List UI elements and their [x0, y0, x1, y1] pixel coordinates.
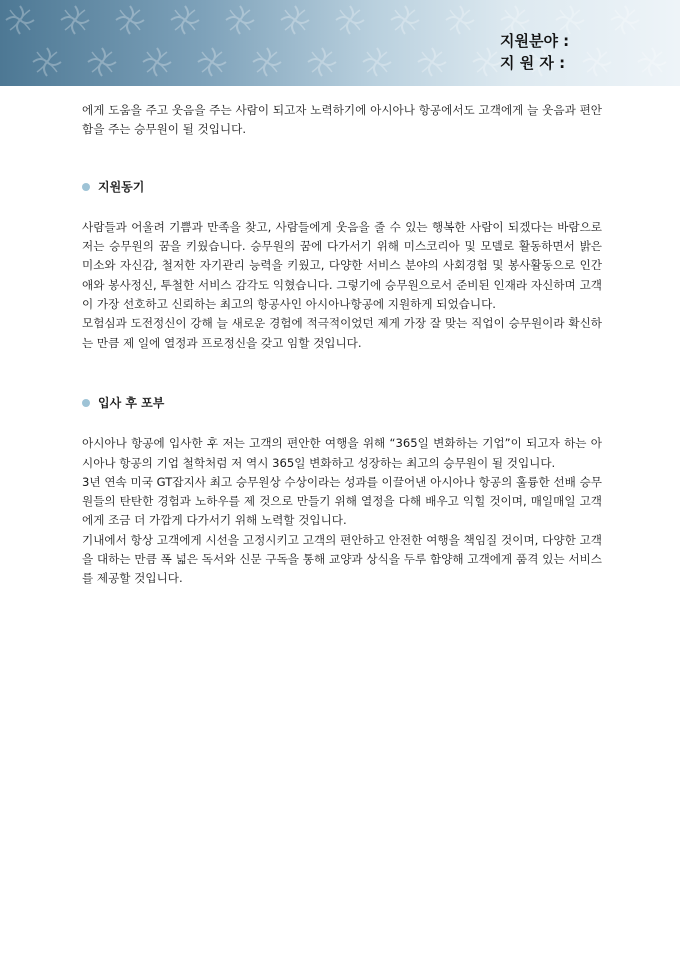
content [82, 101, 602, 589]
aspiration-heading [82, 394, 602, 413]
applicant-label: 지 원 자 : [500, 54, 566, 72]
header-labels [500, 30, 569, 74]
intro-paragraph: 에게 도움을 주고 웃음을 주는 사람이 되고자 노력하기에 아시아나 항공에서도 고객에게 늘 웃음과 편안함을 주는 승무원이 될 것입니다. [82, 103, 602, 137]
motivation-paragraph: 사람들과 어울려 기쁨과 만족을 찾고, 사람들에게 웃음을 줄 수 있는 행복한 사람이 되겠다는 바람으로 저는 승무원의 꿈을 키웠습니다. 승무원의 꿈에 다가서기 위해 미스코리아 및 모델로 활동하면서 밝은 미소와 자신감, 철저한 자기관리 능력을 키웠고, 다양한 서비스 분야의 사회경험 및 봉사활동으로 인간애와 봉사정신, 투철한 서비스 감각도 익혔습니다. 그렇기에 승무원으로서 준비된 인재라 자신하며 고객이 가장 선호하고 신뢰하는 최고의 항공사인 아시아나항공에 지원하게 되었습니다. [82, 219, 602, 312]
motivation-paragraph: 모험심과 도전정신이 강해 늘 새로운 경험에 적극적이었던 제게 가장 잘 맞는 직업이 승무원이라 확신하는 만큼 제 일에 열정과 프로정신을 갖고 임할 것입니다. [82, 316, 602, 350]
motivation-heading [82, 178, 602, 197]
aspiration-paragraph: 아시아나 항공에 입사한 후 저는 고객의 편안한 여행을 위해 “365일 변화하는 기업”이 되고자 하는 아시아나 항공의 기업 철학처럼 저 역시 365일 변화하고 성장하는 최고의 승무원이 될 것입니다. [82, 436, 602, 470]
aspiration-heading-text: 입사 후 포부 [98, 395, 165, 410]
field-label: 지원분야 : [500, 32, 570, 50]
aspiration-paragraph: 기내에서 항상 고객에게 시선을 고정시키고 고객의 편안하고 안전한 여행을 책임질 것이며, 다양한 고객을 대하는 만큼 폭 넓은 독서와 신문 구독을 통해 교양과 상식을 두루 함양해 고객에게 품격 있는 서비스를 제공할 것입니다. [82, 532, 602, 586]
swirl-pattern-icon [0, 0, 680, 86]
bullet-dot-icon [82, 399, 90, 407]
header-banner [0, 0, 680, 86]
motivation-heading-text: 지원동기 [98, 179, 145, 194]
bullet-dot-icon [82, 183, 90, 191]
aspiration-paragraph: 3년 연속 미국 GT잡지사 최고 승무원상 수상이라는 성과를 이끌어낸 아시아나 항공의 훌륭한 선배 승무원들의 탄탄한 경험과 노하우를 제 것으로 만들기 위해 열정을 다해 배우고 익힐 것이며, 매일매일 고객에게 조금 더 가깝게 다가서기 위해 노력할 것입니다. [82, 474, 602, 528]
